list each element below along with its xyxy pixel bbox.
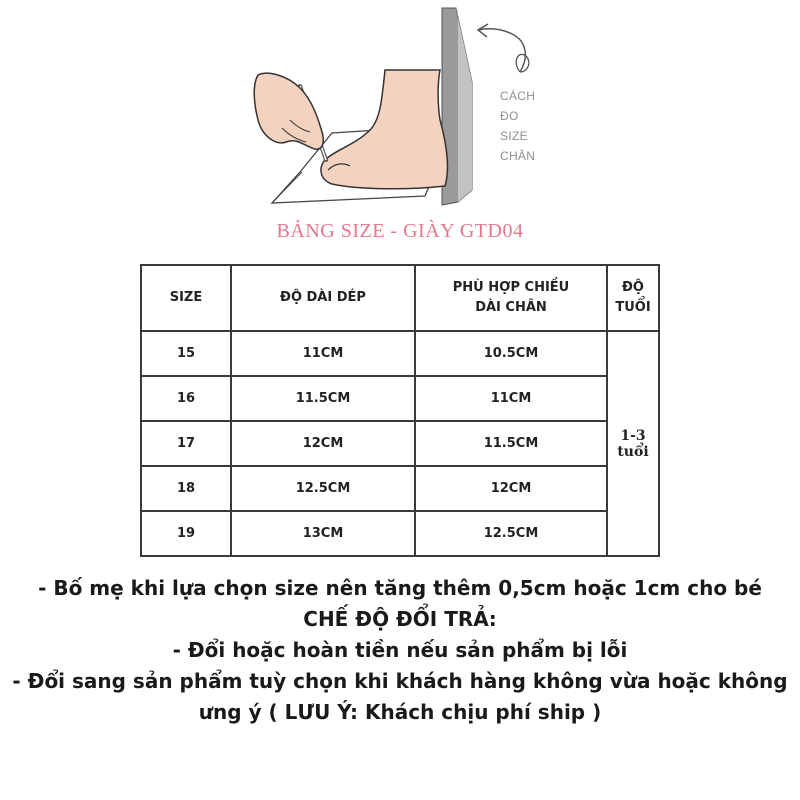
header-size: SIZE — [141, 265, 231, 331]
cell-fit: 12.5CM — [415, 511, 607, 556]
table-row — [141, 331, 659, 376]
size-tip: - Bố mẹ khi lựa chọn size nên tăng thêm 0,5cm hoặc 1cm cho bé — [38, 576, 762, 600]
cell-size: 19 — [141, 511, 231, 556]
caption-line: SIZE — [500, 129, 528, 143]
cell-size: 16 — [141, 376, 231, 421]
cell-length: 12CM — [231, 421, 415, 466]
cell-length: 12.5CM — [231, 466, 415, 511]
header-age: ĐỘ TUỔI — [607, 265, 659, 331]
cell-fit: 11CM — [415, 376, 607, 421]
foot — [321, 70, 448, 189]
cell-length: 11CM — [231, 331, 415, 376]
cell-fit: 12CM — [415, 466, 607, 511]
policy-item: - Đổi sang sản phẩm tuỳ chọn khi khách hàng không vừa hoặc không ưng ý ( LƯU Ý: Khách chịu phí ship ) — [12, 669, 788, 724]
table-title: BẢNG SIZE - GIÀY GTD04 — [276, 220, 524, 242]
cell-size: 17 — [141, 421, 231, 466]
table-row — [141, 466, 659, 511]
policy-title: CHẾ ĐỘ ĐỔI TRẢ: — [303, 607, 497, 631]
cell-size: 15 — [141, 331, 231, 376]
table-header-row — [141, 265, 659, 331]
header-fit-line2: DÀI CHÂN — [475, 300, 547, 315]
size-table — [140, 264, 660, 557]
wall-side — [456, 8, 472, 202]
table-row — [141, 376, 659, 421]
header-fit-line1: PHÙ HỢP CHIỀU — [452, 280, 570, 295]
cell-fit: 11.5CM — [415, 421, 607, 466]
table-row — [141, 421, 659, 466]
caption-line: ĐO — [500, 109, 519, 123]
cell-length: 13CM — [231, 511, 415, 556]
hand — [254, 73, 323, 149]
cell-fit: 10.5CM — [415, 331, 607, 376]
caption-line: CÁCH — [500, 89, 536, 103]
arrow-head — [478, 24, 488, 37]
caption-line: CHÂN — [500, 149, 536, 163]
policy-item: - Đổi hoặc hoàn tiền nếu sản phẩm bị lỗi — [172, 638, 628, 662]
cell-age: 1-3 tuổi — [607, 331, 659, 556]
measure-caption — [500, 86, 560, 166]
arrow-loop — [516, 54, 529, 72]
header-length: ĐỘ DÀI DÉP — [231, 265, 415, 331]
cell-size: 18 — [141, 466, 231, 511]
notes-section — [0, 573, 800, 728]
table-row — [141, 511, 659, 556]
header-fit — [415, 265, 607, 331]
cell-length: 11.5CM — [231, 376, 415, 421]
